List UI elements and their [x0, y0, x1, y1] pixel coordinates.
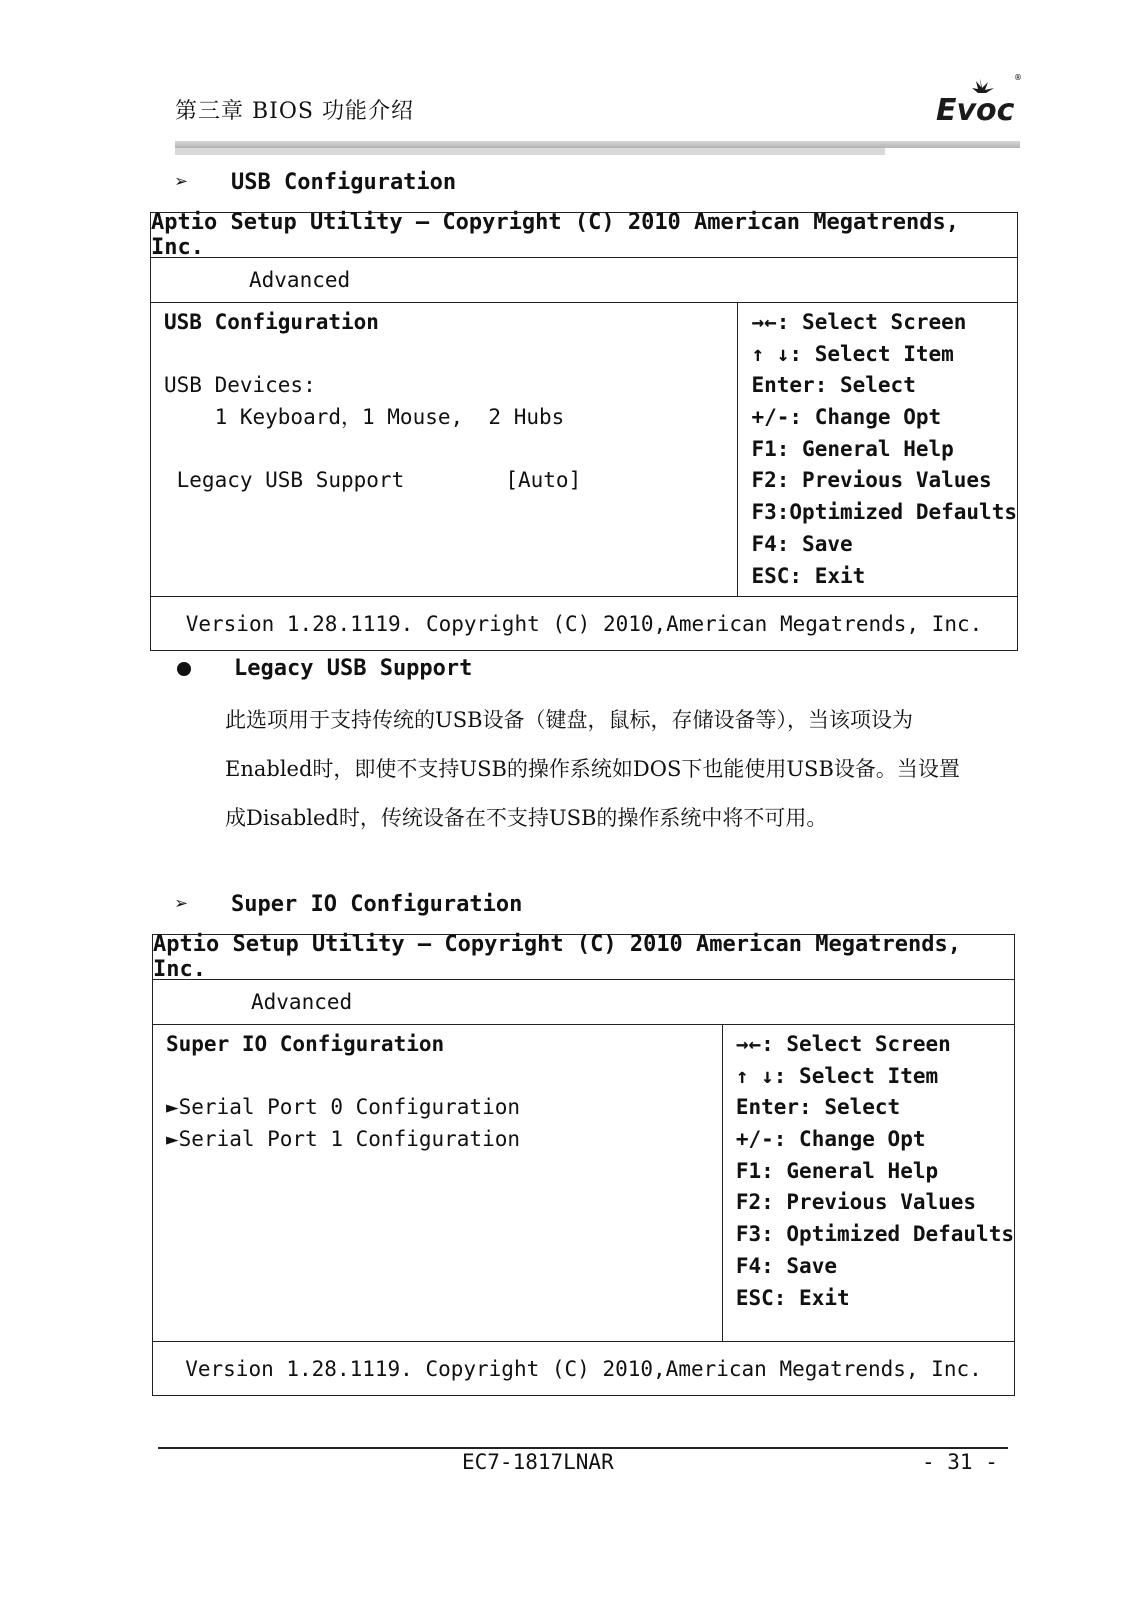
evoc-logo	[936, 70, 1022, 130]
usb-section-title: USB Configuration	[231, 170, 457, 195]
bullet-dot-icon	[177, 662, 191, 676]
help-key-line: F2: Previous Values	[751, 468, 992, 493]
help-key-line: F1: General Help	[751, 436, 954, 461]
bios-settings-panel	[153, 1025, 723, 1341]
blank-line	[164, 434, 737, 466]
bios-screen-heading: USB Configuration	[164, 310, 379, 334]
svg-text:Evoc: Evoc	[936, 93, 1015, 128]
bios-help-panel	[723, 1025, 1014, 1341]
bios-info-line: USB Devices:	[164, 373, 316, 398]
legacy-usb-heading	[175, 656, 472, 681]
usb-bios-screen	[150, 212, 1018, 651]
arrow-bullet-icon: ➢	[175, 892, 189, 917]
help-key-line: +/-: Change Opt	[751, 405, 942, 430]
header-rule	[175, 141, 1020, 148]
bios-title-bar: Aptio Setup Utility – Copyright (C) 2010 American Megatrends, Inc.	[153, 935, 1014, 980]
superio-section-heading	[175, 892, 522, 917]
help-key-line: F4: Save	[751, 531, 853, 556]
submenu-item[interactable]: ►Serial Port 0 Configuration	[166, 1095, 521, 1120]
page-number: - 31 -	[922, 1450, 998, 1474]
help-key-line: ↑ ↓: Select Item	[751, 341, 954, 366]
superio-section-title: Super IO Configuration	[231, 892, 523, 917]
svg-text:®: ®	[1014, 73, 1022, 82]
legacy-usb-description	[225, 696, 1005, 843]
help-key-line: →←: Select Screen	[735, 1032, 951, 1056]
help-key-line: →←: Select Screen	[751, 310, 967, 334]
blank-line	[164, 339, 737, 371]
arrow-bullet-icon: ➢	[175, 170, 189, 195]
bios-version-footer: Version 1.28.1119. Copyright (C) 2010,American Megatrends, Inc.	[185, 1357, 982, 1381]
bios-settings-panel	[151, 303, 738, 596]
help-key-line: ESC: Exit	[751, 563, 866, 588]
evoc-logo-graphic	[936, 70, 1022, 130]
paragraph-line: 此选项用于支持传统的USB设备（键盘，鼠标，存储设备等），当该项设为	[225, 708, 914, 732]
tab-advanced[interactable]: Advanced	[151, 258, 1017, 303]
bios-info-line: 1 Keyboard，1 Mouse, 2 Hubs	[164, 405, 565, 430]
tab-advanced[interactable]: Advanced	[153, 980, 1014, 1025]
bios-screen-heading: Super IO Configuration	[166, 1032, 445, 1056]
help-key-line: F4: Save	[735, 1253, 837, 1278]
help-key-line: Enter: Select	[751, 373, 916, 398]
paragraph-line: Enabled时，即使不支持USB的操作系统如DOS下也能使用USB设备。当设置	[225, 757, 960, 781]
setting-legacy-usb-support: Legacy USB Support [Auto]	[164, 468, 582, 493]
bios-main-panel	[151, 303, 1017, 597]
usb-section-heading	[175, 170, 456, 195]
help-key-line: F3: Optimized Defaults	[735, 1222, 1014, 1247]
bios-main-panel	[153, 1025, 1014, 1342]
footer-rule	[158, 1447, 1008, 1449]
help-key-line: ↑ ↓: Select Item	[735, 1063, 939, 1088]
help-key-line: ESC: Exit	[735, 1285, 850, 1310]
bios-version-footer: Version 1.28.1119. Copyright (C) 2010,American Megatrends, Inc.	[185, 612, 983, 636]
chapter-title: 第三章 BIOS 功能介绍	[175, 99, 414, 124]
header-rule-shadow	[175, 148, 885, 155]
help-key-line: Enter: Select	[735, 1095, 901, 1120]
bios-help-panel	[738, 303, 1017, 596]
footer-model-number: EC7-1817LNAR	[462, 1450, 614, 1474]
paragraph-line: 成Disabled时，传统设备在不支持USB的操作系统中将不可用。	[225, 806, 828, 830]
submenu-item[interactable]: ►Serial Port 1 Configuration	[166, 1127, 521, 1152]
bios-title-bar: Aptio Setup Utility – Copyright (C) 2010 American Megatrends, Inc.	[151, 213, 1017, 258]
superio-bios-screen	[152, 934, 1015, 1396]
help-key-line: F1: General Help	[735, 1158, 939, 1183]
help-key-line: +/-: Change Opt	[735, 1127, 926, 1152]
help-key-line: F2: Previous Values	[735, 1190, 977, 1215]
blank-line	[166, 1061, 722, 1093]
help-key-line: F3:Optimized Defaults	[751, 500, 1017, 525]
legacy-usb-title: Legacy USB Support	[234, 656, 473, 681]
